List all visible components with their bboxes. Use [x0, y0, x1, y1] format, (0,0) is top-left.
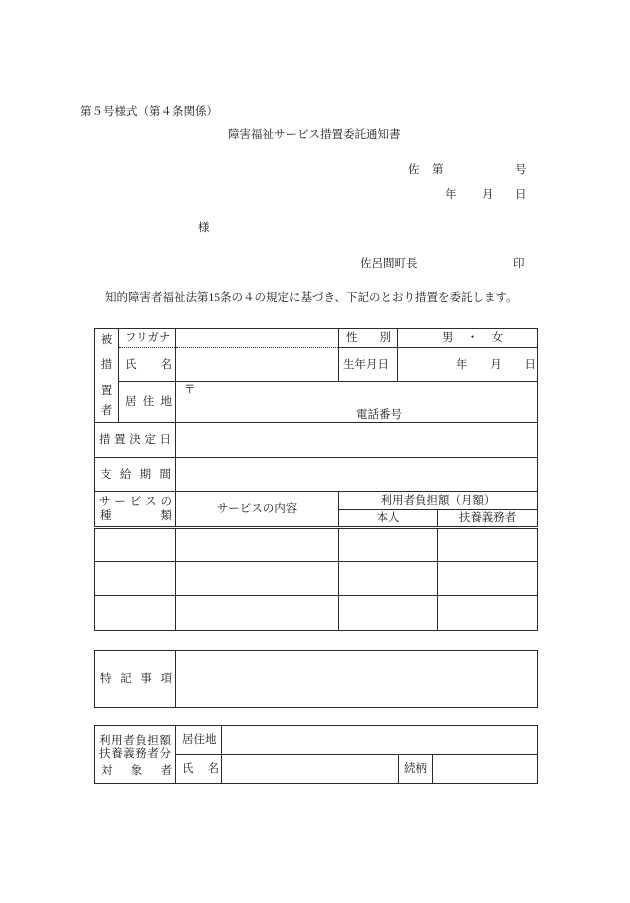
- service-content-label: サービスの内容: [216, 503, 298, 515]
- remarks-table: [94, 650, 538, 708]
- furigana-row: [95, 329, 538, 348]
- issue-date-day: 日: [515, 189, 527, 201]
- service-type-header: [95, 492, 176, 528]
- service-content-cell: [176, 596, 339, 631]
- body-text: 知的障害者福祉法第15条の４の規定に基づき、下記のとおり措置を委託します。: [105, 292, 518, 304]
- address-field: [176, 382, 538, 423]
- relationship-label: 続柄: [404, 763, 427, 775]
- service-type-cell: [95, 596, 176, 631]
- remarks-label-cell: [95, 651, 176, 708]
- birth-date-label: 生年月日: [343, 358, 389, 371]
- guardian-label-line2: 扶 養 義 務 者 分: [99, 748, 171, 760]
- side-label-char: 者: [100, 405, 113, 417]
- birth-date-label-cell: [339, 348, 398, 382]
- guardian-address-label-cell: [176, 726, 222, 755]
- self-charge-cell: [339, 528, 438, 562]
- service-content-cell: [176, 562, 339, 596]
- service-header-row: [95, 492, 538, 510]
- payment-period-label-cell: [95, 458, 176, 492]
- service-content-header: [176, 492, 339, 528]
- guardian-name-label-cell: [176, 755, 222, 784]
- birth-date-units: 年 月 日: [456, 358, 536, 371]
- payment-period-label: 支 給 期 間: [100, 468, 171, 481]
- remarks-field: [176, 651, 538, 708]
- address-label-cell: [119, 382, 176, 423]
- guardian-address-label: 居住地: [182, 734, 217, 746]
- remarks-row: [95, 651, 538, 708]
- furigana-field: [176, 329, 339, 348]
- guardian-charge-cell: [438, 528, 538, 562]
- service-row: [95, 596, 538, 631]
- issuer-name: 佐呂間町長: [360, 258, 418, 270]
- recipient-info-table: [94, 328, 538, 631]
- self-charge-cell: [339, 596, 438, 631]
- user-charge-label: 利用者負担額（月額）: [380, 494, 496, 507]
- guardian-label-line1: 利 用 者 負 担 額: [99, 735, 171, 747]
- birth-date-field: [398, 348, 538, 382]
- address-row: [95, 382, 538, 423]
- service-type-line1: サ ー ビ ス の: [99, 496, 172, 508]
- gender-options: 男 ・ 女: [442, 332, 503, 344]
- gender-field: [398, 329, 538, 348]
- form-number: 第５号様式（第４条関係）: [80, 106, 218, 118]
- guardian-charge-label: 扶養義務者: [458, 512, 517, 524]
- document-title: 障害福祉サービス措置委託通知書: [228, 129, 401, 141]
- guardian-label-cell: [95, 726, 176, 784]
- side-label-char: 被: [100, 334, 113, 346]
- guardian-charge-cell: [438, 562, 538, 596]
- guardian-table: [94, 725, 538, 784]
- payment-period-field: [176, 458, 538, 492]
- self-charge-header: [339, 510, 438, 528]
- relationship-field: [433, 755, 538, 784]
- document-no-dai: 第: [432, 164, 444, 176]
- remarks-label: 特 記 事 項: [100, 673, 172, 685]
- document-no-go: 号: [515, 164, 527, 176]
- furigana-label-cell: [119, 329, 176, 348]
- addressee-suffix: 様: [198, 222, 210, 234]
- issue-date-year: 年: [445, 189, 457, 201]
- service-row: [95, 562, 538, 596]
- issuer-seal: 印: [513, 258, 525, 270]
- side-label-char: 措: [100, 359, 113, 371]
- name-label-cell: [119, 348, 176, 382]
- service-content-cell: [176, 528, 339, 562]
- name-label: 氏 名: [125, 358, 172, 371]
- gender-label: 性 別: [346, 332, 391, 344]
- guardian-address-field: [222, 726, 538, 755]
- guardian-charge-header: [438, 510, 538, 528]
- recipient-side-label-cell: [95, 329, 119, 423]
- decision-date-label-cell: [95, 423, 176, 458]
- user-charge-header: [339, 492, 538, 510]
- self-charge-cell: [339, 562, 438, 596]
- guardian-label-line3: 対 象 者: [101, 765, 172, 777]
- document-no-sa: 佐: [408, 164, 420, 176]
- furigana-label: フリガナ: [125, 332, 171, 344]
- postal-mark: 〒: [184, 384, 196, 396]
- decision-date-label: 措 置 決 定 日: [99, 434, 171, 446]
- service-type-line2: 種 類: [100, 510, 172, 522]
- side-label-char: 置: [100, 385, 113, 397]
- service-row: [95, 528, 538, 562]
- address-label: 居 住 地: [125, 396, 172, 408]
- issue-date-month: 月: [482, 189, 494, 201]
- name-row: [95, 348, 538, 382]
- guardian-name-label: 氏 名: [182, 763, 219, 775]
- payment-period-row: [95, 458, 538, 492]
- guardian-charge-cell: [438, 596, 538, 631]
- relationship-label-cell: [399, 755, 433, 784]
- recipient-side-label: [95, 329, 118, 422]
- service-type-cell: [95, 528, 176, 562]
- guardian-address-row: [95, 726, 538, 755]
- phone-label: 電話番号: [356, 409, 402, 421]
- guardian-name-field: [222, 755, 399, 784]
- service-type-cell: [95, 562, 176, 596]
- decision-date-field: [176, 423, 538, 458]
- name-field: [176, 348, 339, 382]
- decision-date-row: [95, 423, 538, 458]
- self-charge-label: 本人: [376, 512, 400, 524]
- gender-label-cell: [339, 329, 398, 348]
